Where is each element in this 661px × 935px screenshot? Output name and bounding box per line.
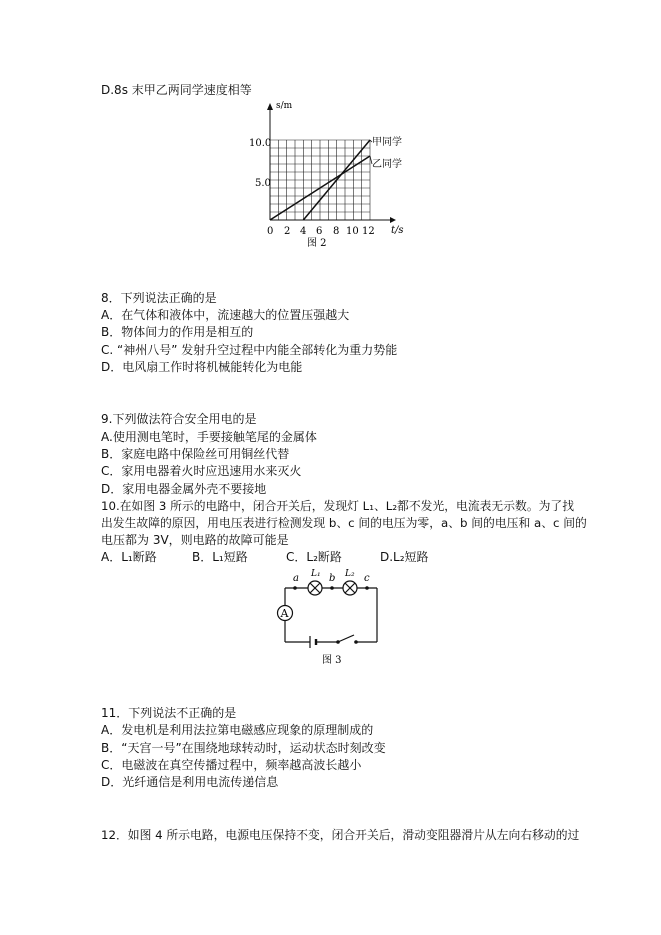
figure-2-caption: 图 2 bbox=[307, 238, 327, 249]
x-axis-arrow bbox=[390, 217, 396, 223]
node-c-label: c bbox=[364, 573, 370, 584]
lamp-l1-icon bbox=[308, 581, 322, 595]
q9-option-a: A.使用测电笔时，手要接触笔尾的金属体 bbox=[101, 430, 317, 444]
y-tick-5: 5.0 bbox=[255, 178, 271, 189]
x-tick-8: 8 bbox=[333, 226, 340, 237]
q10-option-d: D.L₂短路 bbox=[380, 550, 429, 564]
series-yi-label: 乙同学 bbox=[372, 159, 402, 170]
q11-stem: 11．下列说法不正确的是 bbox=[101, 706, 237, 720]
y-axis-label: s/m bbox=[276, 101, 293, 111]
figure-3-caption: 图 3 bbox=[322, 655, 342, 666]
lamp-l1-label: L₁ bbox=[311, 569, 321, 579]
q10-option-a: A．L₁断路 bbox=[101, 550, 157, 564]
switch-lever bbox=[338, 635, 354, 642]
y-axis-arrow bbox=[267, 103, 273, 110]
switch-contact bbox=[354, 640, 358, 644]
figure-3-circuit bbox=[270, 565, 390, 670]
node-a bbox=[293, 586, 297, 590]
q10-option-c: C．L₂断路 bbox=[286, 550, 342, 564]
x-axis-label: t/s bbox=[391, 225, 404, 236]
node-c bbox=[365, 586, 369, 590]
x-tick-0: 0 bbox=[267, 226, 274, 237]
q11-option-c: C．电磁波在真空传播过程中，频率越高波长越小 bbox=[101, 758, 362, 772]
q11-option-d: D．光纤通信是利用电流传递信息 bbox=[101, 775, 279, 789]
q8-option-d: D．电风扇工作时将机械能转化为电能 bbox=[101, 360, 303, 374]
q10-options bbox=[101, 549, 429, 565]
node-b bbox=[330, 586, 334, 590]
q9-stem: 9.下列做法符合安全用电的是 bbox=[101, 412, 257, 426]
node-a-label: a bbox=[293, 573, 299, 584]
x-tick-2: 2 bbox=[284, 226, 291, 237]
chart-grid bbox=[270, 140, 370, 220]
x-tick-12: 12 bbox=[362, 226, 375, 237]
q10-stem-line-1: 10.在如图 3 所示的电路中，闭合开关后，发现灯 L₁、L₂都不发光，电流表无示数。为了找 bbox=[101, 499, 575, 513]
y-tick-10: 10.0 bbox=[249, 138, 272, 149]
x-tick-10: 10 bbox=[346, 226, 359, 237]
q8-option-c: C. “神州八号” 发射升空过程中内能全部转化为重力势能 bbox=[101, 343, 398, 357]
q7-option-d: D.8s 末甲乙两同学速度相等 bbox=[101, 83, 252, 97]
q8-option-b: B．物体间力的作用是相互的 bbox=[101, 325, 254, 339]
node-b-label: b bbox=[329, 573, 336, 584]
switch-pivot bbox=[336, 640, 340, 644]
q9-option-b: B．家庭电路中保险丝可用铜丝代替 bbox=[101, 447, 290, 461]
figure-2-st-graph bbox=[245, 100, 415, 250]
q11-option-a: A．发电机是利用法拉第电磁感应现象的原理制成的 bbox=[101, 723, 374, 737]
q10-stem-line-2: 出发生故障的原因，用电压表进行检测发现 b、c 间的电压为零，a、b 间的电压和 a、c 间的 bbox=[101, 516, 587, 530]
x-tick-4: 4 bbox=[300, 226, 307, 237]
q9-option-c: C．家用电器着火时应迅速用水来灭火 bbox=[101, 464, 302, 478]
q11-option-b: B．“天宫一号”在围绕地球转动时，运动状态时刻改变 bbox=[101, 741, 386, 755]
q8-stem: 8．下列说法正确的是 bbox=[101, 291, 217, 305]
lamp-l2-icon bbox=[343, 581, 357, 595]
series-jia-label: 甲同学 bbox=[372, 137, 402, 148]
q9-option-d: D．家用电器金属外壳不要接地 bbox=[101, 482, 267, 496]
q10-stem-line-3: 电压都为 3V，则电路的故障可能是 bbox=[101, 533, 289, 547]
lamp-l2-label: L₂ bbox=[345, 569, 355, 579]
ammeter-label: A bbox=[280, 607, 289, 620]
x-tick-6: 6 bbox=[316, 226, 323, 237]
q8-option-a: A．在气体和液体中，流速越大的位置压强越大 bbox=[101, 308, 350, 322]
q10-option-b: B．L₁短路 bbox=[192, 550, 248, 564]
q12-stem: 12．如图 4 所示电路，电源电压保持不变，闭合开关后，滑动变阻器滑片从左向右移动的过 bbox=[101, 828, 580, 842]
